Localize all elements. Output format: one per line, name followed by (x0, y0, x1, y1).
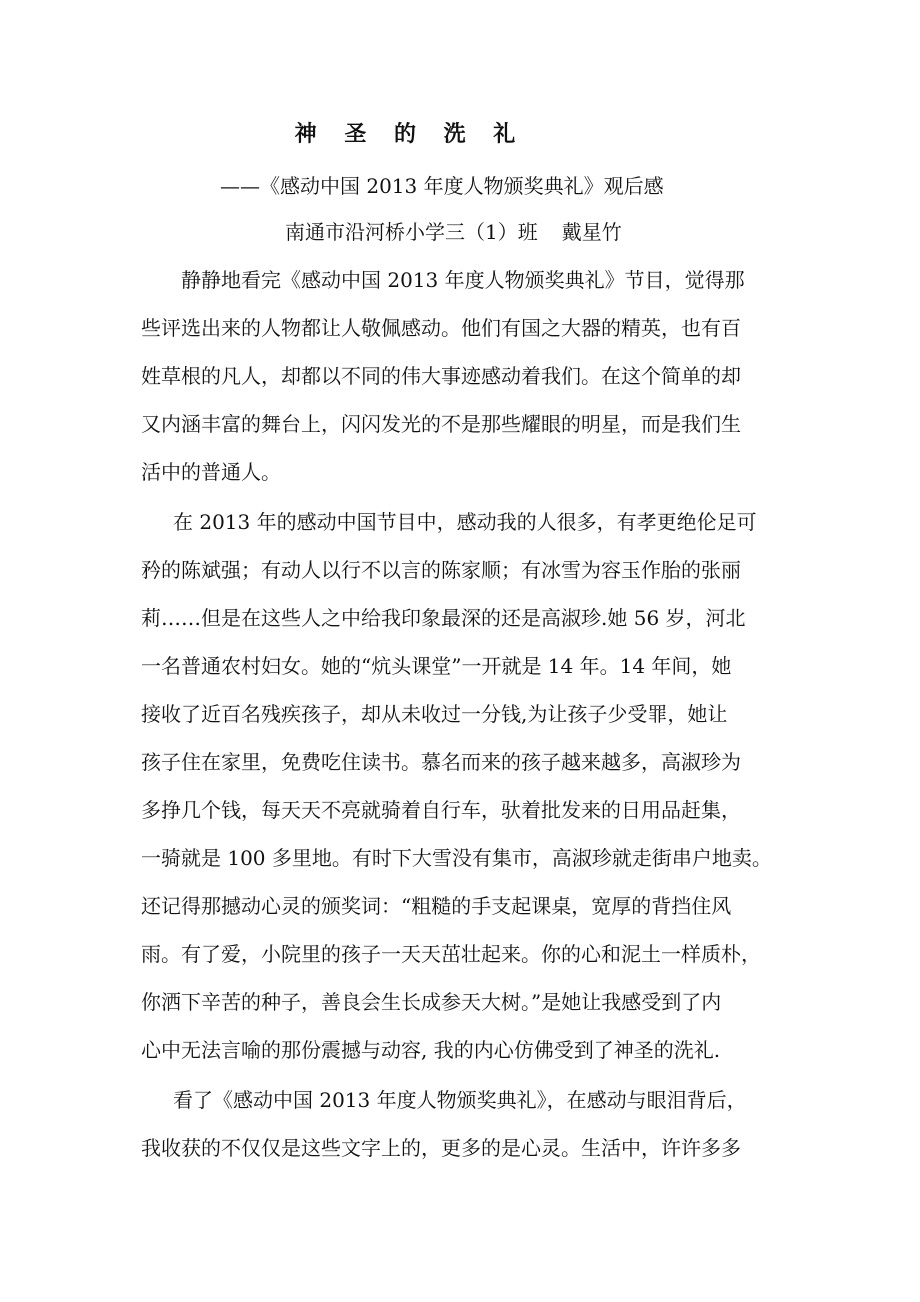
paragraph-2-line-12: 心中无法言喻的那份震撼与动容, 我的内心仿佛受到了神圣的洗礼. (141, 1038, 721, 1062)
paragraph-2-line-9: 还记得那撼动心灵的颁奖词：“粗糙的手支起课桌，宽厚的背挡住风 (141, 894, 732, 918)
paragraph-2-line-4: 一名普通农村妇女。她的“炕头课堂”一开就是 14 年。14 年间，她 (141, 654, 732, 678)
paragraph-2-line-10: 雨。有了爱，小院里的孩子一天天茁壮起来。你的心和泥土一样质朴， (141, 942, 761, 966)
paragraph-1-line-1: 静静地看完《感动中国 2013 年度人物颁奖典礼》节目，觉得那 (181, 268, 745, 292)
paragraph-2-line-8: 一骑就是 100 多里地。有时下大雪没有集市，高淑珍就走街串户地卖。 (141, 846, 772, 870)
document-title: 神 圣 的 洗 礼 (294, 121, 526, 147)
paragraph-2-line-1: 在 2013 年的感动中国节目中，感动我的人很多，有孝更绝伦足可 (173, 510, 757, 534)
school-class: 南通市沿河桥小学三（1）班 (285, 220, 538, 244)
author-line (285, 216, 622, 248)
paragraph-2-line-2: 矜的陈斌强；有动人以行不以言的陈家顺；有冰雪为容玉作胎的张丽 (141, 558, 741, 582)
paragraph-3-line-2: 我收获的不仅仅是这些文字上的，更多的是心灵。生活中，许许多多 (141, 1136, 741, 1160)
paragraph-1-line-5: 活中的普通人。 (141, 460, 281, 484)
paragraph-1-line-2: 些评选出来的人物都让人敬佩感动。他们有国之大器的精英，也有百 (141, 316, 741, 340)
paragraph-3-line-1: 看了《感动中国 2013 年度人物颁奖典礼》，在感动与眼泪背后， (173, 1088, 747, 1112)
paragraph-2-line-11: 你洒下辛苦的种子，善良会生长成参天大树。”是她让我感受到了内 (141, 990, 722, 1014)
paragraph-1-line-4: 又内涵丰富的舞台上，闪闪发光的不是那些耀眼的明星，而是我们生 (141, 412, 741, 436)
paragraph-2-line-3: 莉……但是在这些人之中给我印象最深的还是高淑珍.她 56 岁，河北 (141, 606, 746, 630)
paragraph-2-line-5: 接收了近百名残疾孩子，却从未收过一分钱,为让孩子少受罪，她让 (141, 702, 728, 726)
paragraph-2-line-7: 多挣几个钱，每天天不亮就骑着自行车，驮着批发来的日用品赶集， (141, 798, 741, 822)
document-subtitle: ——《感动中国 2013 年度人物颁奖典礼》观后感 (220, 174, 664, 198)
paragraph-2-line-6: 孩子住在家里，免费吃住读书。慕名而来的孩子越来越多，高淑珍为 (141, 750, 741, 774)
paragraph-1-line-3: 姓草根的凡人，却都以不同的伟大事迹感动着我们。在这个简单的却 (141, 364, 741, 388)
author-name: 戴星竹 (561, 220, 622, 244)
